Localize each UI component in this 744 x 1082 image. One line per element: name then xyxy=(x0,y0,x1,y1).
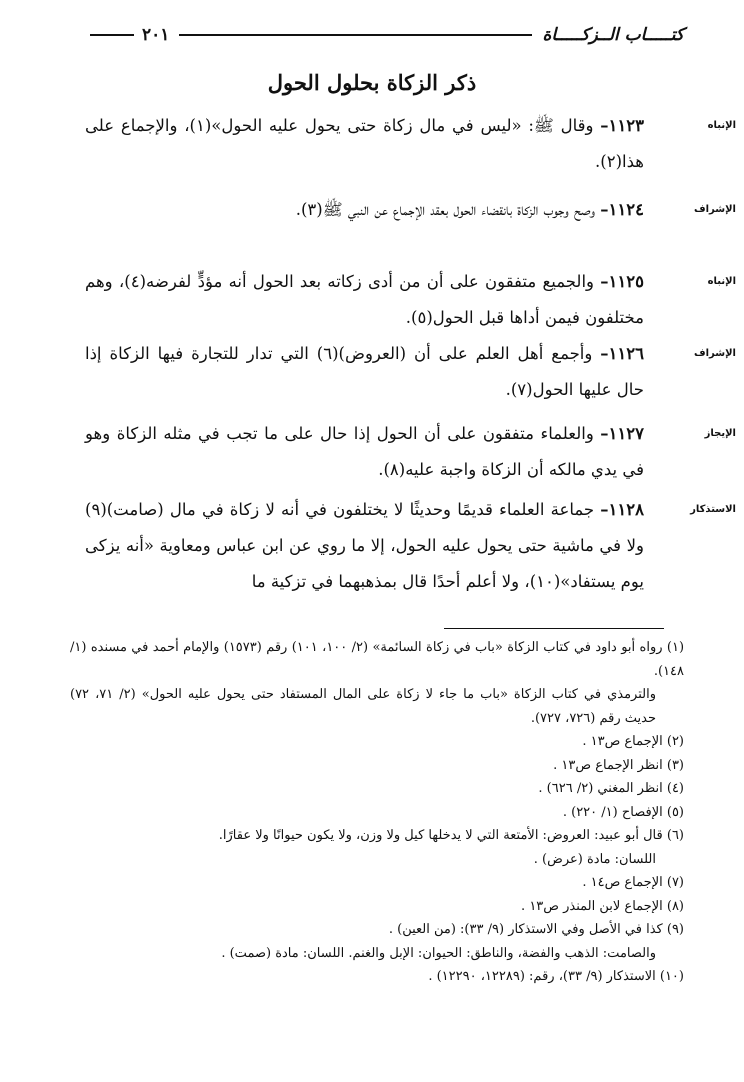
entry-number: ١١٢٧– xyxy=(600,424,644,443)
entry-number: ١١٢٨– xyxy=(600,500,644,519)
entry-text: والعلماء متفقون على أن الحول إذا حال على ما تجب في مثله الزكاة وهو في يدي مالكه أن الزكاة واجبة عليه(٨). xyxy=(85,424,644,479)
footnote: (٤) انظر المغني (٢/ ٦٢٦) . xyxy=(538,781,684,796)
entry-source: الإنباه xyxy=(707,276,736,287)
entry-source: الإشراف xyxy=(694,204,736,215)
header-dash xyxy=(90,34,134,36)
entry-text: والجميع متفقون على أن من أدى زكاته بعد الحول أنه مؤدٍّ لفرضه(٤)، وهم مختلفون فيمن أداها قبل الحول(٥). xyxy=(85,272,644,327)
entry-1125 xyxy=(85,264,644,336)
book-title: كتـــــاب الــزكـــــاة xyxy=(542,25,684,45)
entry-source: الاستذكار xyxy=(690,504,736,515)
footnote: (٢) الإجماع ص١٣ . xyxy=(582,734,684,749)
footnote: (٧) الإجماع ص١٤ . xyxy=(582,875,684,890)
footnote: (٦) قال أبو عبيد: العروض: الأمتعة التي لا يدخلها كيل ولا وزن، ولا يكون حيوانًا ولا عقارًا. xyxy=(218,828,684,843)
entry-source: الإيجاز xyxy=(704,428,736,439)
entry-1124 xyxy=(85,192,644,228)
footnote-divider xyxy=(444,628,664,629)
footnote: (١) رواه أبو داود في كتاب الزكاة «باب في زكاة السائمة» (٢/ ١٠٠، ١٠١) رقم (١٥٧٣) والإمام أحمد في مسنده (١/ ١٤٨). xyxy=(70,640,685,679)
header-rule xyxy=(179,34,532,36)
entry-text: جماعة العلماء قديمًا وحديثًا لا يختلفون في أنه لا زكاة في مال (صامت)(٩) ولا في ماشية حتى يحول عليه الحول، إلا ما روي عن ابن عباس ومعاوية «أنه يزكى يوم يستفاد»(١٠)، ولا أعلم أحدًا قال بمذهبهما في تزكية ما xyxy=(85,500,644,591)
footnote: (٥) الإفصاح (١/ ٢٢٠) . xyxy=(562,804,684,820)
footnote: (١٠) الاستذكار (٩/ ٣٣)، رقم: (١٢٢٨٩، ١٢٢٩٠) . xyxy=(428,969,684,984)
footnote-continuation: اللسان: مادة (عرض) . xyxy=(533,851,656,867)
footnote-continuation: والصامت: الذهب والفضة، والناطق: الحيوان: الإبل والغنم. اللسان: مادة (صمت) . xyxy=(221,945,656,961)
page-header xyxy=(90,20,684,50)
entry-text: وأجمع أهل العلم على أن (العروض)(٦) التي تدار للتجارة فيها الزكاة إذا حال عليها الحول(٧). xyxy=(85,344,644,399)
entry-number: ١١٢٣– xyxy=(600,116,644,135)
entry-source: الإشراف xyxy=(694,348,736,359)
footnotes xyxy=(70,636,684,989)
entry-1126 xyxy=(85,336,644,408)
section-title: ذكر الزكاة بحلول الحول xyxy=(267,70,477,95)
entry-1123 xyxy=(85,108,644,180)
entry-number: ١١٢٥– xyxy=(600,272,644,291)
entry-source: الإنباه xyxy=(707,120,736,131)
entry-1128 xyxy=(85,492,644,600)
page-number: ٢٠١ xyxy=(142,25,170,45)
footnote: (٣) انظر الإجماع ص١٣ . xyxy=(553,757,684,773)
entry-number: ١١٢٤– xyxy=(600,200,644,219)
footnote: (٨) الإجماع لابن المنذر ص١٣ . xyxy=(521,898,684,914)
footnote: (٩) كذا في الأصل وفي الاستذكار (٩/ ٣٣): (من العين) . xyxy=(388,922,684,937)
footnote-continuation: والترمذي في كتاب الزكاة «باب ما جاء لا زكاة على المال المستفاد حتى يحول عليه الحول» (٢/ ٧١، ٧٢) حديث رقم (٧٢٦، ٧٢٧). xyxy=(70,687,657,726)
entry-text: وقال ﷺ: «ليس في مال زكاة حتى يحول عليه الحول»(١)، والإجماع على هذا(٢). xyxy=(85,116,644,171)
entry-1127 xyxy=(85,416,644,488)
entry-text: وصح وجوب الزكاة بانقضاء الحول بعقد الإجماع عن النبي ﷺ(٣). xyxy=(295,200,601,219)
entry-number: ١١٢٦– xyxy=(600,344,644,363)
